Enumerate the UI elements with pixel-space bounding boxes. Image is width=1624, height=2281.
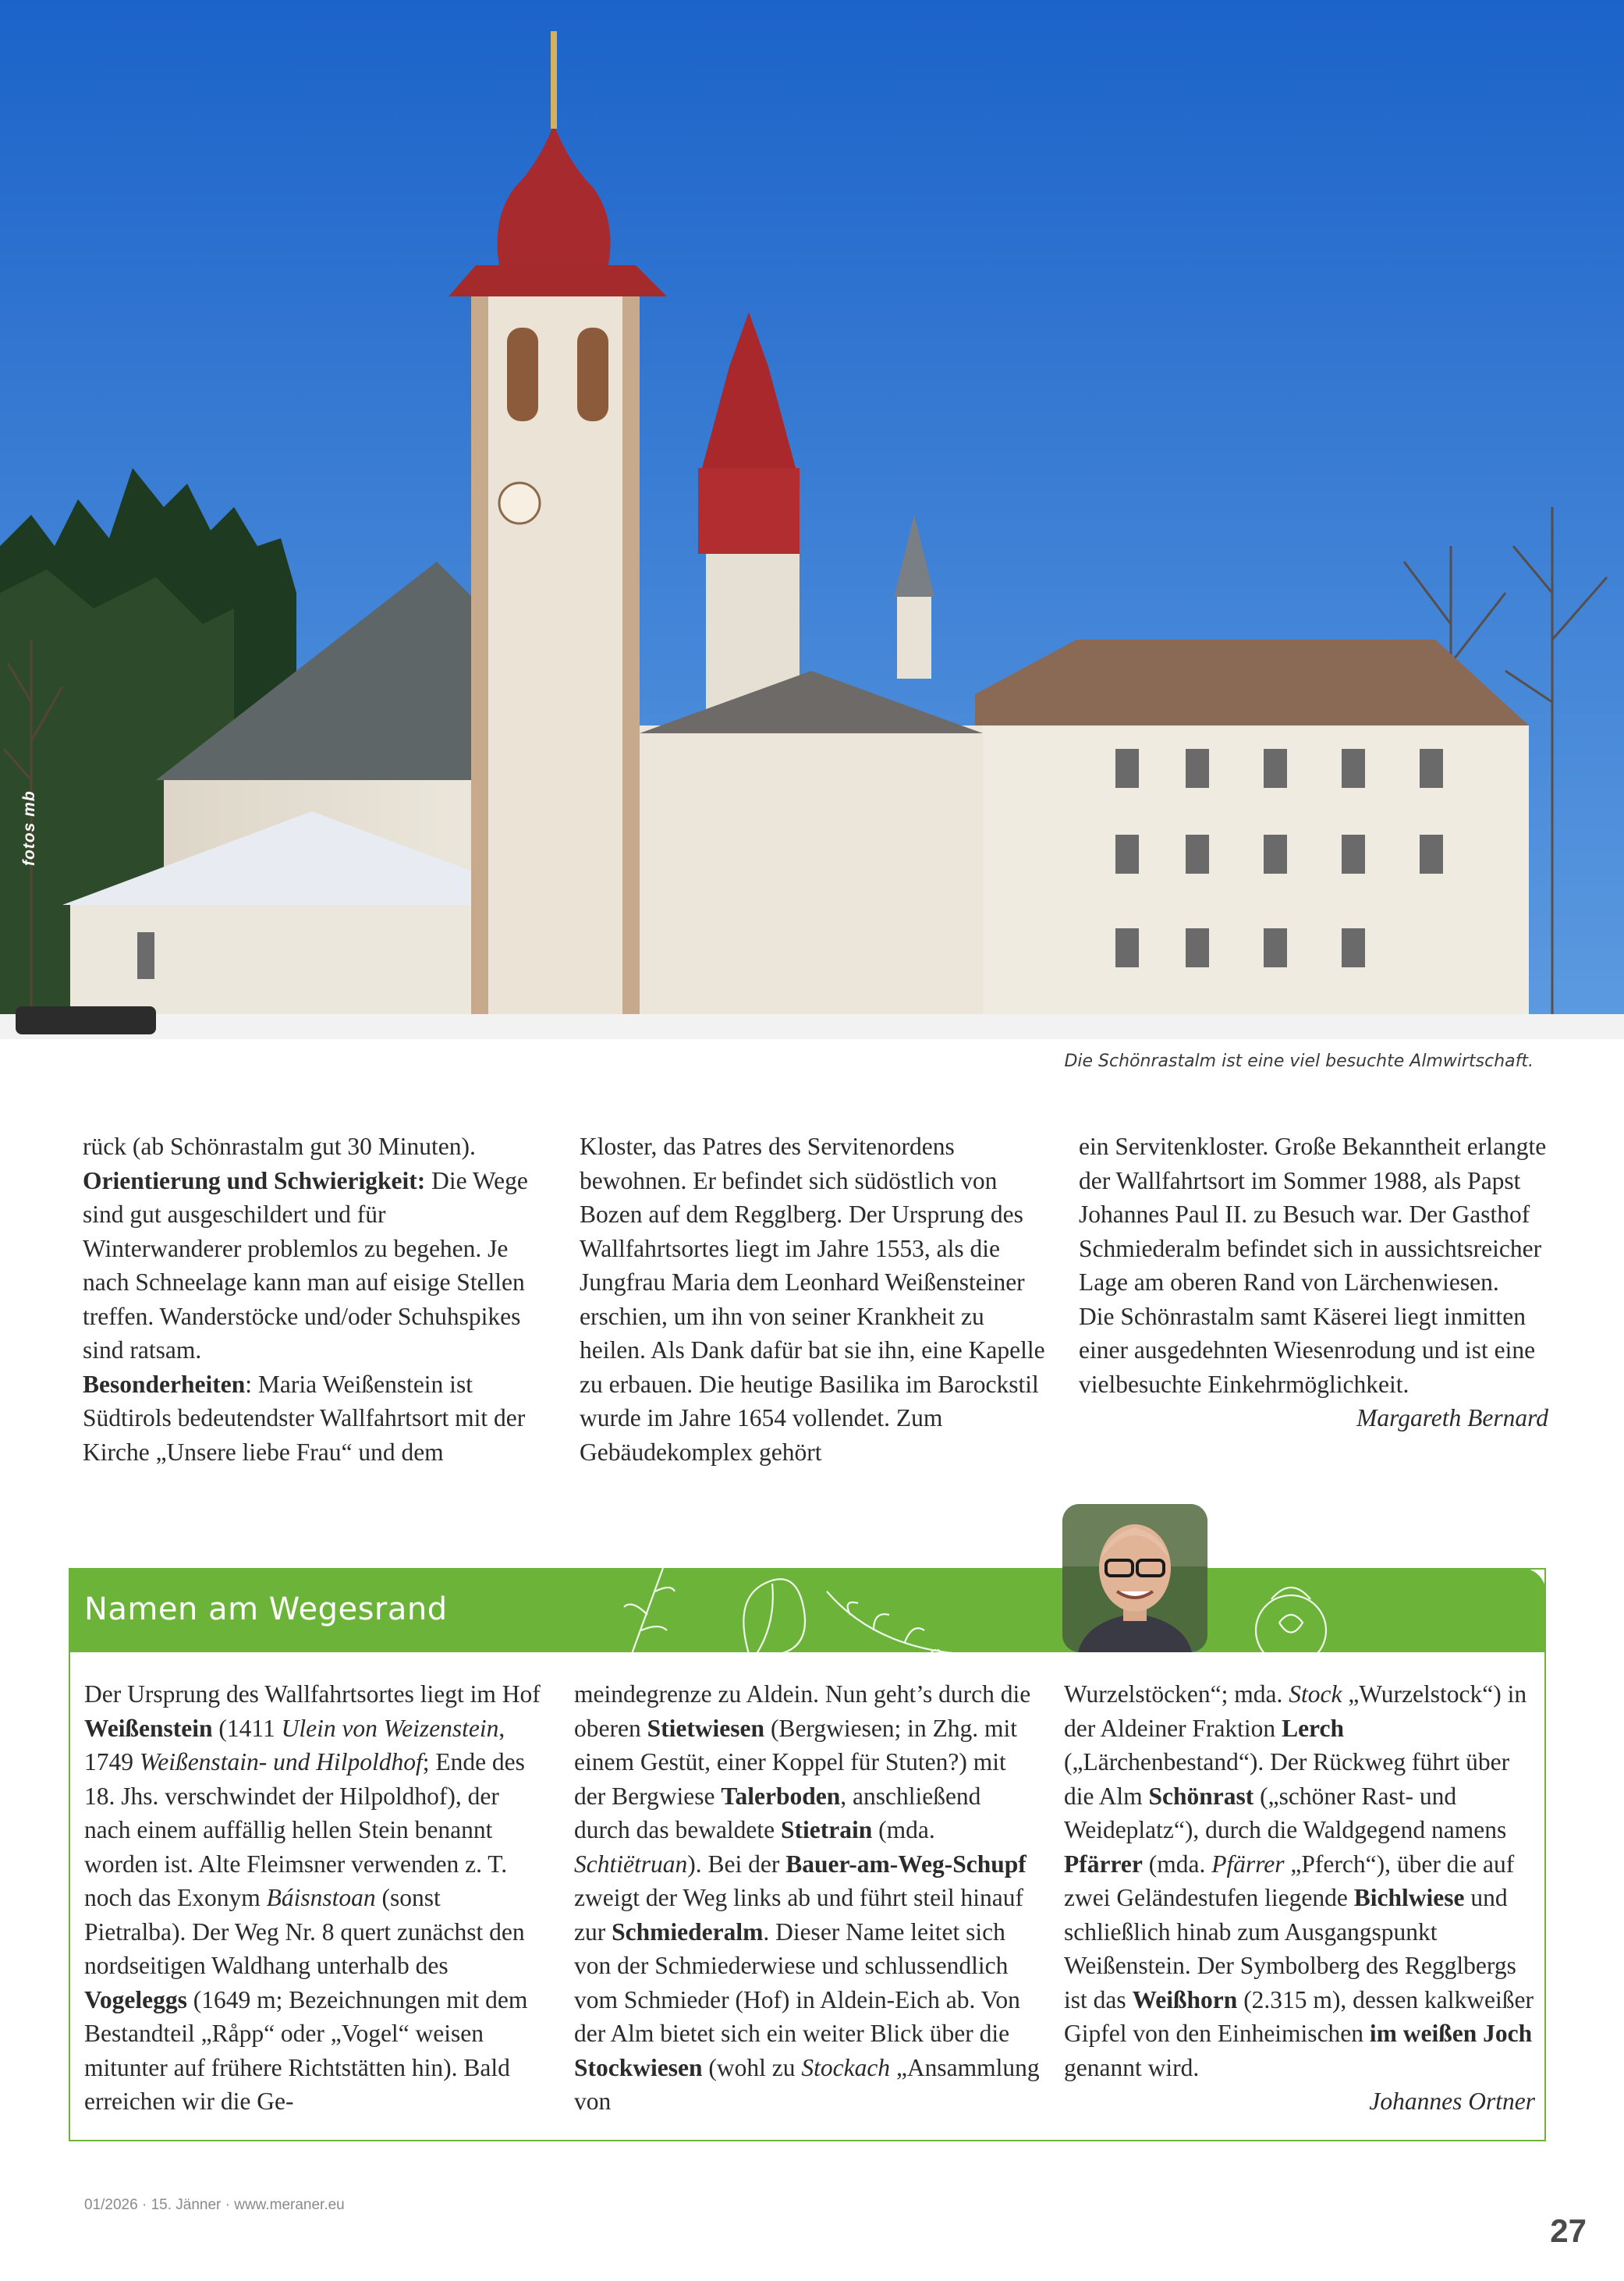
- place-name: Bauer-am-Weg-Schupf: [785, 1850, 1027, 1878]
- article-paragraph: [83, 1368, 537, 1470]
- issue-footer: 01/2026 · 15. Jänner · www.meraner.eu: [84, 2197, 345, 2213]
- article-column-3: [1079, 1130, 1548, 1435]
- names-box-paragraph: [574, 1677, 1041, 2119]
- page-number: 27: [1550, 2212, 1587, 2249]
- text-run: und schließlich hinab zum Ausgangspunkt Weißenstein. Der Symbolberg des Regglbergs ist das: [1064, 1884, 1516, 2013]
- text-run: Wurzelstöcken“; mda.: [1064, 1680, 1289, 1708]
- names-box-title: Namen am Wegesrand: [84, 1591, 448, 1627]
- text-run: zweigt der Weg links ab und führt steil hinauf zur: [574, 1884, 1023, 1946]
- historic-form: Pfärrer: [1211, 1850, 1285, 1878]
- historic-form: Báisnstoan: [266, 1884, 376, 1911]
- article-text: : Maria Weißenstein ist Südtirols bedeutendster Wallfahrtsort mit der Kirche „Unsere liebe Frau“ und dem: [83, 1370, 526, 1466]
- historic-form: Schtiëtruan: [574, 1850, 688, 1878]
- author-portrait: [1062, 1504, 1207, 1652]
- text-run: (mda.: [1142, 1850, 1212, 1878]
- historic-form: Stockach: [801, 2053, 891, 2081]
- text-run: meindegrenze zu Aldein. Nun geht’s durch die oberen: [574, 1680, 1031, 1742]
- historic-form: Weißenstain- und Hilpoldhof: [139, 1748, 423, 1775]
- text-run: Der Ursprung des Wallfahrtsortes liegt im Hof: [84, 1680, 541, 1708]
- place-name: Talerboden: [721, 1782, 841, 1810]
- article-text: rück (ab Schönrastalm gut 30 Minuten).: [83, 1133, 476, 1160]
- text-run: ). Bei der: [687, 1850, 786, 1878]
- place-name: Stockwiesen: [574, 2053, 703, 2081]
- article-column-2: [580, 1130, 1046, 1469]
- historic-form: Stock: [1289, 1680, 1342, 1708]
- names-box-column-1: [84, 1677, 548, 2119]
- place-name: Vogeleggs: [84, 1985, 187, 2013]
- historic-form: Ulein von Weizenstein: [281, 1714, 499, 1742]
- article-author: Margareth Bernard: [1356, 1404, 1548, 1431]
- text-run: (2.315 m), dessen kalkweißer Gipfel von den Einheimischen: [1064, 1985, 1534, 2047]
- text-run: (1411: [212, 1714, 282, 1742]
- text-run: „Ansammlung von: [574, 2053, 1040, 2115]
- text-run: , 1749: [84, 1714, 505, 1775]
- place-name: Stietrain: [781, 1816, 873, 1843]
- text-run: genannt wird.: [1064, 2053, 1200, 2081]
- place-name: Stietwiesen: [647, 1714, 765, 1742]
- text-run: („schöner Rast- und Weideplatz“), durch die Waldgegend namens: [1064, 1782, 1507, 1843]
- text-run: . Dieser Name leitet sich von der Schmiederwiese und schlussendlich vom Schmieder (Hof) in Aldein-Eich ab. Von der Alm bietet sich ein weiter Blick über die: [574, 1917, 1020, 2047]
- article-paragraph: [83, 1164, 537, 1368]
- names-box-paragraph: [84, 1677, 548, 2119]
- text-run: (mda.: [872, 1816, 935, 1843]
- article-column-1: [83, 1130, 537, 1469]
- text-run: („Lärchenbestand“). Der Rückweg führt über die Alm: [1064, 1748, 1510, 1810]
- names-box-paragraph: [1064, 1677, 1535, 2084]
- text-run: „Pferch“), über die auf zwei Geländestufen liegende: [1064, 1850, 1515, 1911]
- article-paragraph: Kloster, das Patres des Servitenordens bewohnen. Er befindet sich südöstlich von Bozen auf dem Regglberg. Der Ursprung des Wallfahrtsortes liegt im Jahre 1553, als die Jungfrau Maria dem Leonhard Weißensteiner erschien, um ihn von seiner Krankheit zu heilen. Als Dank dafür bat sie ihn, eine Kapelle zu erbauen. Die heutige Basilika im Barockstil wurde im Jahre 1654 vollendet. Zum Gebäudekomplex gehört: [580, 1133, 1045, 1466]
- text-run: (wohl zu: [702, 2053, 802, 2081]
- place-name: Schönrast: [1148, 1782, 1254, 1810]
- text-run: , anschließend durch das bewaldete: [574, 1782, 981, 1843]
- photo-credit: fotos mb: [20, 790, 38, 866]
- article-label: Orientierung und Schwierigkeit:: [83, 1166, 426, 1194]
- text-run: (1649 m; Bezeichnungen mit dem Bestandteil „Råpp“ oder „Vogel“ weisen mitunter auf frühere Richtstätten hin). Bald erreichen wir die Ge-: [84, 1985, 528, 2115]
- article-paragraph: ein Servitenkloster. Große Bekanntheit erlangte der Wallfahrtsort im Sommer 1988, als Papst Johannes Paul II. zu Besuch war. Der Gasthof Schmiederalm befindet sich in aussichtsreicher Lage am oberen Rand von Lärchenwiesen.: [1079, 1133, 1547, 1296]
- place-name: Pfärrer: [1064, 1850, 1143, 1878]
- article-paragraph: [83, 1130, 537, 1164]
- names-box-column-3: [1064, 1677, 1535, 2119]
- text-run: (Bergwiesen; in Zhg. mit einem Gestüt, einer Koppel für Stuten?) mit der Bergwiese: [574, 1714, 1018, 1810]
- place-name: Lerch: [1282, 1714, 1344, 1742]
- place-name: Bichlwiese: [1353, 1884, 1465, 1911]
- text-run: ; Ende des 18. Jhs. verschwindet der Hilpoldhof), der nach einem auffällig hellen Stein benannt worden ist. Alte Fleimsner verwenden z. T. noch das Exonym: [84, 1748, 525, 1911]
- article-label: Besonderheiten: [83, 1370, 246, 1398]
- text-run: „Wurzelstock“) in der Aldeiner Fraktion: [1064, 1680, 1527, 1742]
- names-box-author: Johannes Ortner: [1369, 2088, 1535, 2115]
- article-text: Die Wege sind gut ausgeschildert und für Winterwanderer problemlos zu begehen. Je nach Schneelage kann man auf eisige Stellen treffen. Wanderstöcke und/oder Schuhspikes sind ratsam.: [83, 1166, 528, 1364]
- article-paragraph: Die Schönrastalm samt Käserei liegt inmitten einer ausgedehnten Wiesenrodung und ist eine vielbesuchte Einkehrmöglichkeit.: [1079, 1302, 1536, 1398]
- text-run: (sonst Pietralba). Der Weg Nr. 8 quert zunächst den nordseitigen Waldhang unterhalb des: [84, 1884, 525, 1979]
- names-box-column-2: [574, 1677, 1041, 2119]
- place-name: im weißen Joch: [1369, 2020, 1533, 2047]
- place-name: Weißenstein: [84, 1714, 213, 1742]
- church-photo: [0, 0, 1624, 1039]
- place-name: Weißhorn: [1132, 1985, 1238, 2013]
- photo-caption: Die Schönrastalm ist eine viel besuchte Almwirtschaft.: [1064, 1052, 1534, 1071]
- place-name: Schmiederalm: [612, 1917, 764, 1946]
